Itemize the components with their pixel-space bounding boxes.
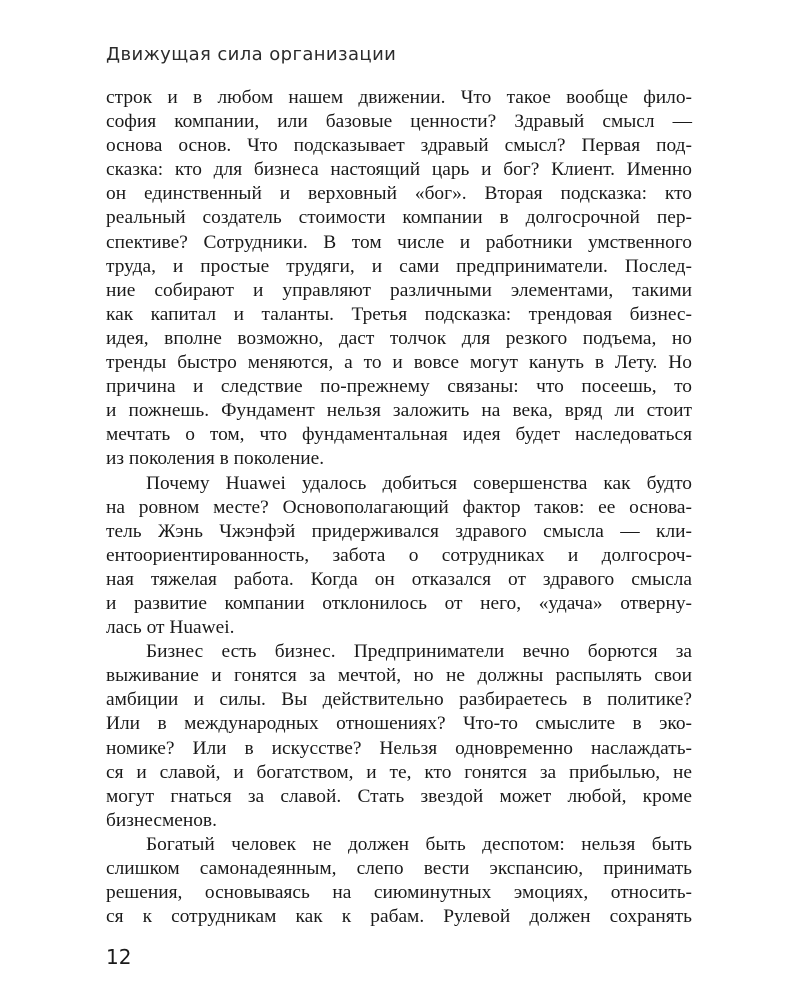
text-line: и развитие компании отклонилось от него, «удача» отверну- — [106, 592, 692, 614]
text-line: идея, вполне возможно, даст толчок для резкого подъема, но — [106, 327, 692, 349]
text-line: ся к сотрудникам как к рабам. Рулевой должен сохранять — [106, 906, 692, 928]
text-line: бизнесменов. — [106, 809, 217, 831]
text-line: ся и славой, и богатством, и те, кто гонятся за прибылью, не — [106, 761, 692, 783]
text-line: Или в международных отношениях? Что-то смыслите в эко- — [106, 713, 692, 735]
text-line: номике? Или в искусстве? Нельзя одновременно наслаждать- — [106, 737, 692, 759]
text-line: ная тяжелая работа. Когда он отказался от здравого смысла — [106, 568, 692, 590]
text-line: слишком самонадеянным, слепо вести экспансию, принимать — [106, 858, 692, 879]
text-line: ние собирают и управляют различными элементами, такими — [106, 279, 692, 301]
body-text — [106, 86, 692, 929]
text-line: реальный создатель стоимости компании в долгосрочной пер- — [106, 207, 692, 229]
text-line: мечтать о том, что фундаментальная идея будет наследоваться — [106, 424, 692, 446]
text-line: сказка: кто для бизнеса настоящий царь и бог? Клиент. Именно — [106, 159, 692, 181]
text-line: труда, и простые трудяги, и сами предприниматели. Послед- — [106, 255, 692, 277]
text-line: на ровном месте? Основополагающий фактор таков: ее основа- — [106, 496, 692, 518]
page-number: 12 — [106, 945, 132, 969]
text-line: Почему Huawei удалось добиться совершенства как будто — [146, 472, 692, 494]
text-line: строк и в любом нашем движении. Что такое вообще фило- — [106, 87, 692, 108]
text-line: Богатый человек не должен быть деспотом: нельзя быть — [146, 833, 692, 855]
text-line: основа основ. Что подсказывает здравый смысл? Первая под- — [106, 135, 692, 157]
text-line: амбиции и силы. Вы действительно разбираетесь в политике? — [106, 689, 692, 711]
text-line: ентоориентированность, забота о сотрудниках и долгосроч- — [106, 544, 692, 566]
text-line: причина и следствие по-прежнему связаны: что посеешь, то — [106, 376, 692, 398]
text-line: спективе? Сотрудники. В том числе и работники умственного — [106, 231, 692, 253]
running-head: Движущая сила организации — [106, 44, 397, 65]
text-line: софия компании, или базовые ценности? Здравый смысл — — [106, 111, 692, 133]
text-line: Бизнес есть бизнес. Предприниматели вечно борются за — [146, 641, 692, 663]
text-line: могут гнаться за славой. Стать звездой может любой, кроме — [106, 785, 692, 807]
text-line: он единственный и верховный «бог». Вторая подсказка: кто — [106, 183, 692, 205]
text-line: как капитал и таланты. Третья подсказка: трендовая бизнес- — [106, 303, 692, 325]
text-line: тренды быстро меняются, а то и вовсе могут кануть в Лету. Но — [106, 352, 692, 374]
text-line: выживание и гонятся за мечтой, но не должны распылять свои — [106, 665, 692, 687]
text-line: тель Жэнь Чжэнфэй придерживался здравого смысла — кли- — [106, 520, 692, 542]
text-line: из поколения в поколение. — [106, 448, 325, 470]
text-line: и пожнешь. Фундамент нельзя заложить на века, вряд ли стоит — [106, 400, 692, 422]
text-line: лась от Huawei. — [106, 617, 235, 639]
text-line: решения, основываясь на сиюминутных эмоциях, относить- — [106, 882, 692, 904]
